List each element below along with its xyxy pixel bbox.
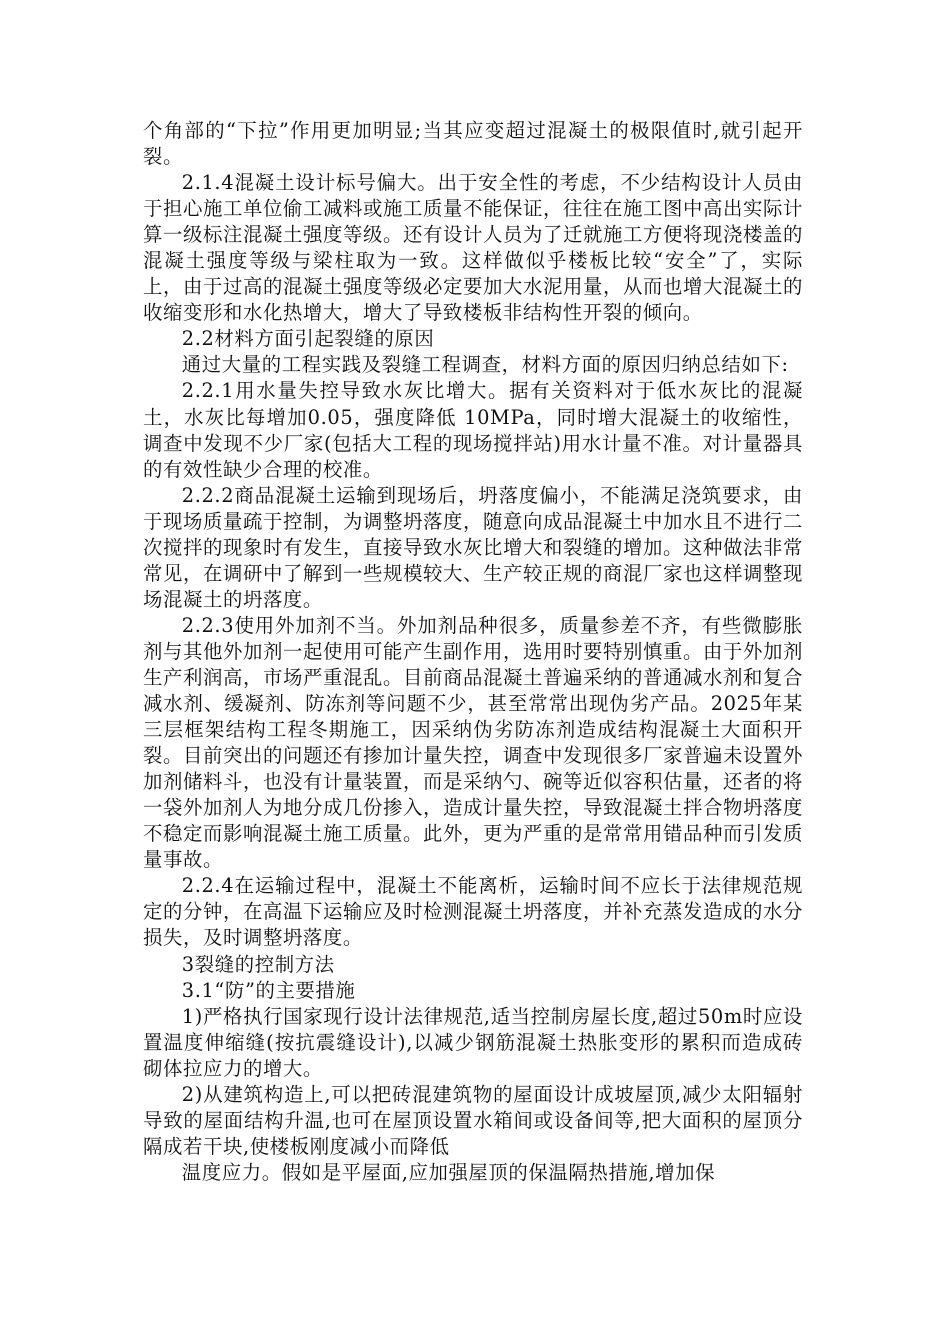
paragraph-1: 2.1.4混凝土设计标号偏大。出于安全性的考虑，不少结构设计人员由于担心施工单位偷工减料或施工质量不能保证，往往在施工图中高出实际计算一级标注混凝土强度等级。还有设计人员为了迁就施工方便将现浇楼盖的混凝土强度等级与梁柱取为一致。这样做似乎楼板比较“安全”了，实际上，由于过高的混凝土强度等级必定要加大水泥用量，从而也增大混凝土的收缩变形和水化热增大，增大了导致楼板非结构性开裂的倾向。 bbox=[143, 171, 803, 325]
paragraph-12: 温度应力。假如是平屋面,应加强屋顶的保温隔热措施,增加保 bbox=[181, 1160, 716, 1184]
paragraph-3: 通过大量的工程实践及裂缝工程调查，材料方面的原因归纳总结如下: bbox=[181, 353, 789, 377]
section-heading-3-1: 3.1“防”的主要措施 bbox=[181, 978, 356, 1002]
paragraph-5: 2.2.2商品混凝土运输到现场后，坍落度偏小，不能满足浇筑要求，由于现场质量疏于控制，为调整坍落度，随意向成品混凝土中加水且不进行二次搅拌的现象时有发生，直接导致水灰比增大和裂缝的增加。这种做法非常常见，在调研中了解到一些规模较大、生产较正规的商混厂家也这样调整现场混凝土的坍落度。 bbox=[143, 483, 803, 611]
document-body bbox=[143, 118, 803, 1186]
paragraph-0: 个角部的“下拉”作用更加明显;当其应变超过混凝土的极限值时,就引起开裂。 bbox=[143, 119, 803, 169]
section-heading-2-2: 2.2材料方面引起裂缝的原因 bbox=[181, 327, 435, 351]
paragraph-11: 2)从建筑构造上,可以把砖混建筑物的屋面设计成坡屋顶,减少太阳辐射导致的屋面结构升温,也可在屋顶设置水箱间或设备间等,把大面积的屋顶分隔成若干块,使楼板刚度减小而降低 bbox=[143, 1082, 803, 1158]
paragraph-10: 1)严格执行国家现行设计法律规范,适当控制房屋长度,超过50m时应设置温度伸缩缝(按抗震缝设计),以减少钢筋混凝土热胀变形的累积而造成砖砌体拉应力的增大。 bbox=[143, 1004, 803, 1080]
paragraph-4: 2.2.1用水量失控导致水灰比增大。据有关资料对于低水灰比的混凝土，水灰比每增加0.05，强度降低 10MPa，同时增大混凝土的收缩性，调查中发现不少厂家(包括大工程的现场搅拌站)用水计量不准。对计量器具的有效性缺少合理的校准。 bbox=[143, 379, 803, 481]
paragraph-6: 2.2.3使用外加剂不当。外加剂品种很多，质量参差不齐，有些微膨胀剂与其他外加剂一起使用可能产生副作用，选用时要特别慎重。由于外加剂生产利润高，市场严重混乱。目前商品混凝土普遍采纳的普通减水剂和复合减水剂、缓凝剂、防冻剂等问题不少，甚至常常出现伪劣产品。2025年某三层框架结构工程冬期施工，因采纳伪劣防冻剂造成结构混凝土大面积开裂。目前突出的问题还有掺加计量失控，调查中发现很多厂家普遍未设置外加剂储料斗，也没有计量装置，而是采纳勺、碗等近似容积估量，还者的将一袋外加剂人为地分成几份掺入，造成计量失控，导致混凝土拌合物坍落度不稳定而影响混凝土施工质量。此外，更为严重的是常常用错品种而引发质量事故。 bbox=[143, 613, 803, 872]
paragraph-7: 2.2.4在运输过程中，混凝土不能离析，运输时间不应长于法律规范规定的分钟，在高温下运输应及时检测混凝土坍落度，并补充蒸发造成的水分损失，及时调整坍落度。 bbox=[143, 874, 803, 950]
section-heading-3: 3裂缝的控制方法 bbox=[181, 952, 335, 976]
